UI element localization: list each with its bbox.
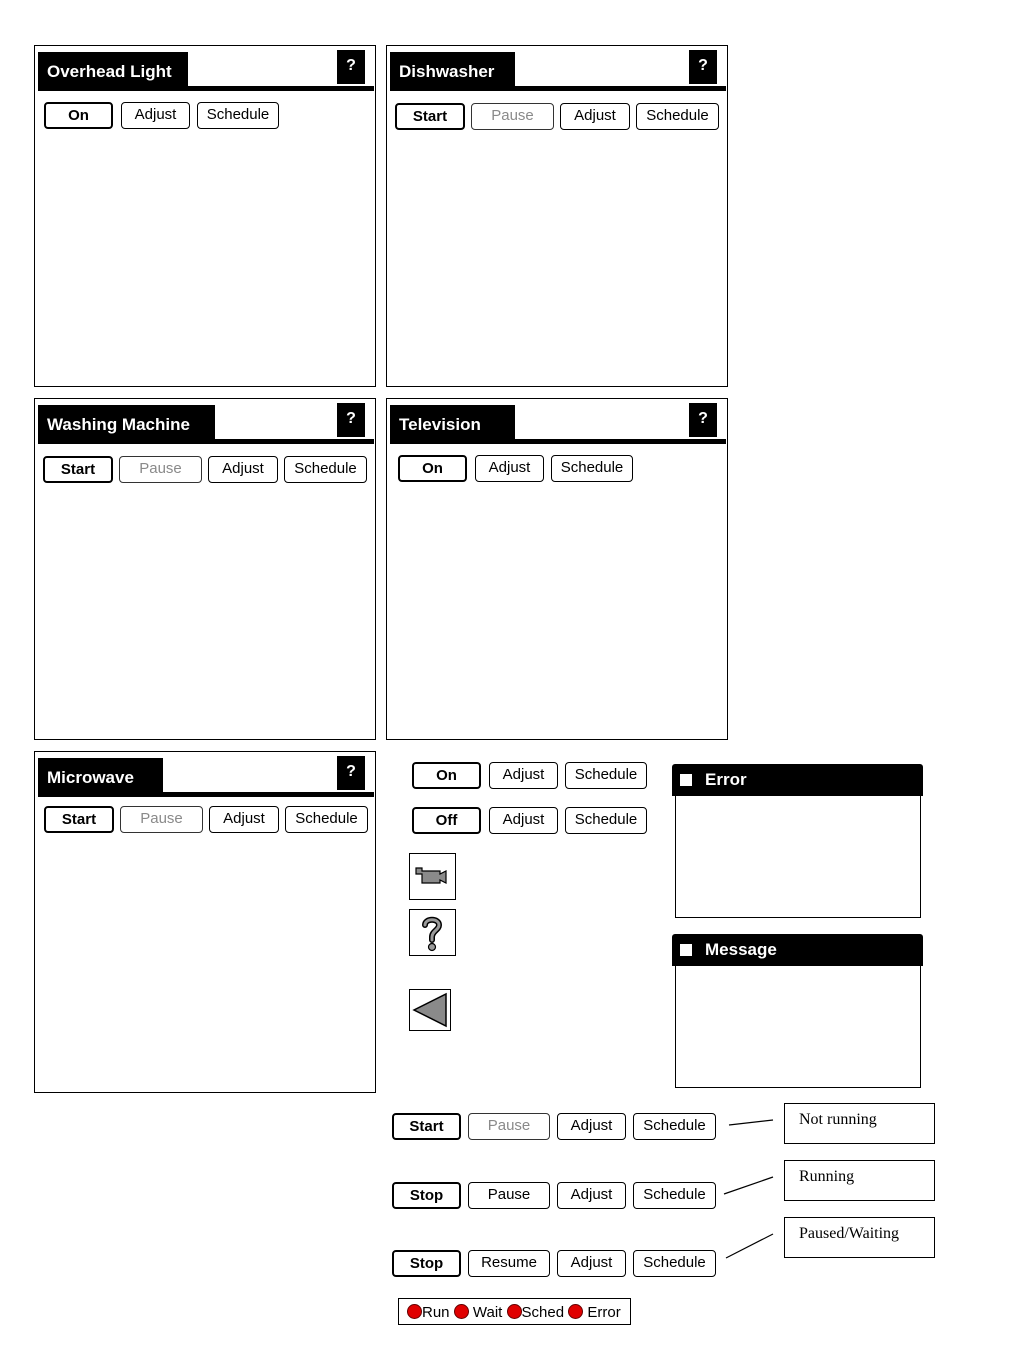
microwave-panel: [34, 751, 376, 1093]
schedule-button[interactable]: Schedule: [633, 1113, 716, 1140]
adjust-button[interactable]: Adjust: [121, 102, 190, 129]
start-button[interactable]: Start: [44, 806, 114, 833]
on-button[interactable]: On: [398, 455, 467, 482]
back-triangle-icon: [410, 990, 450, 1030]
panel-title-rule: [38, 86, 374, 91]
panel-title-rule: [390, 86, 726, 91]
schedule-button[interactable]: Schedule: [633, 1182, 716, 1209]
on-button[interactable]: On: [44, 102, 113, 129]
error-dialog-title: Error: [705, 770, 747, 789]
adjust-button[interactable]: Adjust: [208, 456, 278, 483]
help-button[interactable]: ?: [337, 50, 365, 84]
adjust-button[interactable]: Adjust: [475, 455, 544, 482]
panel-title: Microwave: [38, 758, 163, 794]
stop-button[interactable]: Stop: [392, 1250, 461, 1277]
state-label-paused-waiting: Paused/Waiting: [784, 1217, 935, 1258]
status-dot-icon: [568, 1304, 583, 1319]
schedule-button[interactable]: Schedule: [636, 103, 719, 130]
panel-title: Dishwasher: [390, 52, 515, 88]
television-panel: [386, 398, 728, 740]
adjust-button[interactable]: Adjust: [557, 1113, 626, 1140]
adjust-button[interactable]: Adjust: [489, 762, 558, 789]
error-dialog-body: [675, 795, 921, 918]
question-mark-icon: [410, 910, 454, 954]
schedule-button[interactable]: Schedule: [197, 102, 279, 129]
stop-button[interactable]: Stop: [392, 1182, 461, 1209]
panel-title-rule: [38, 792, 374, 797]
panel-title-rule: [390, 439, 726, 444]
square-icon: [680, 944, 692, 956]
status-legend: [398, 1298, 631, 1325]
help-button[interactable]: ?: [337, 403, 365, 437]
start-button[interactable]: Start: [43, 456, 113, 483]
square-icon: [680, 774, 692, 786]
status-dot-icon: [407, 1304, 422, 1319]
panel-title: Television: [390, 405, 515, 441]
status-dot-icon: [454, 1304, 469, 1319]
panel-title: Washing Machine: [38, 405, 215, 441]
resume-button[interactable]: Resume: [468, 1250, 550, 1277]
legend-items: [407, 1304, 621, 1321]
off-button[interactable]: Off: [412, 807, 481, 834]
camera-icon-button[interactable]: [409, 853, 456, 900]
overhead-light-panel: [34, 45, 376, 387]
schedule-button[interactable]: Schedule: [551, 455, 633, 482]
error-dialog-header: [672, 764, 923, 796]
pause-button[interactable]: Pause: [120, 806, 203, 833]
message-dialog-body: [675, 965, 921, 1088]
adjust-button[interactable]: Adjust: [557, 1250, 626, 1277]
schedule-button[interactable]: Schedule: [633, 1250, 716, 1277]
adjust-button[interactable]: Adjust: [557, 1182, 626, 1209]
dishwasher-panel: [386, 45, 728, 387]
message-dialog-header: [672, 934, 923, 966]
start-button[interactable]: Start: [395, 103, 465, 130]
question-icon-button[interactable]: [409, 909, 456, 956]
help-button[interactable]: ?: [689, 50, 717, 84]
pause-button[interactable]: Pause: [471, 103, 554, 130]
help-button[interactable]: ?: [337, 756, 365, 790]
schedule-button[interactable]: Schedule: [285, 806, 368, 833]
adjust-button[interactable]: Adjust: [560, 103, 630, 130]
connector-not-running: [729, 1120, 773, 1125]
on-button[interactable]: On: [412, 762, 481, 789]
pause-button[interactable]: Pause: [468, 1182, 550, 1209]
panel-title-rule: [38, 439, 374, 444]
help-button[interactable]: ?: [689, 403, 717, 437]
schedule-button[interactable]: Schedule: [284, 456, 367, 483]
adjust-button[interactable]: Adjust: [489, 807, 558, 834]
legend-sched: Sched: [521, 1304, 565, 1321]
camera-icon: [410, 854, 454, 898]
schedule-button[interactable]: Schedule: [565, 762, 647, 789]
state-label-not-running: Not running: [784, 1103, 935, 1144]
pause-button[interactable]: Pause: [119, 456, 202, 483]
washing-machine-panel: [34, 398, 376, 740]
adjust-button[interactable]: Adjust: [209, 806, 279, 833]
pause-button[interactable]: Pause: [468, 1113, 550, 1140]
panel-title: Overhead Light: [38, 52, 188, 88]
status-dot-icon: [507, 1304, 522, 1319]
legend-error: Error: [587, 1304, 621, 1321]
message-dialog-title: Message: [705, 940, 777, 959]
legend-run: Run: [422, 1304, 450, 1321]
back-icon-button[interactable]: [409, 989, 451, 1031]
start-button[interactable]: Start: [392, 1113, 461, 1140]
connector-paused-waiting: [726, 1234, 773, 1258]
legend-wait: Wait: [472, 1304, 503, 1321]
connector-running: [724, 1177, 773, 1194]
schedule-button[interactable]: Schedule: [565, 807, 647, 834]
state-label-running: Running: [784, 1160, 935, 1201]
